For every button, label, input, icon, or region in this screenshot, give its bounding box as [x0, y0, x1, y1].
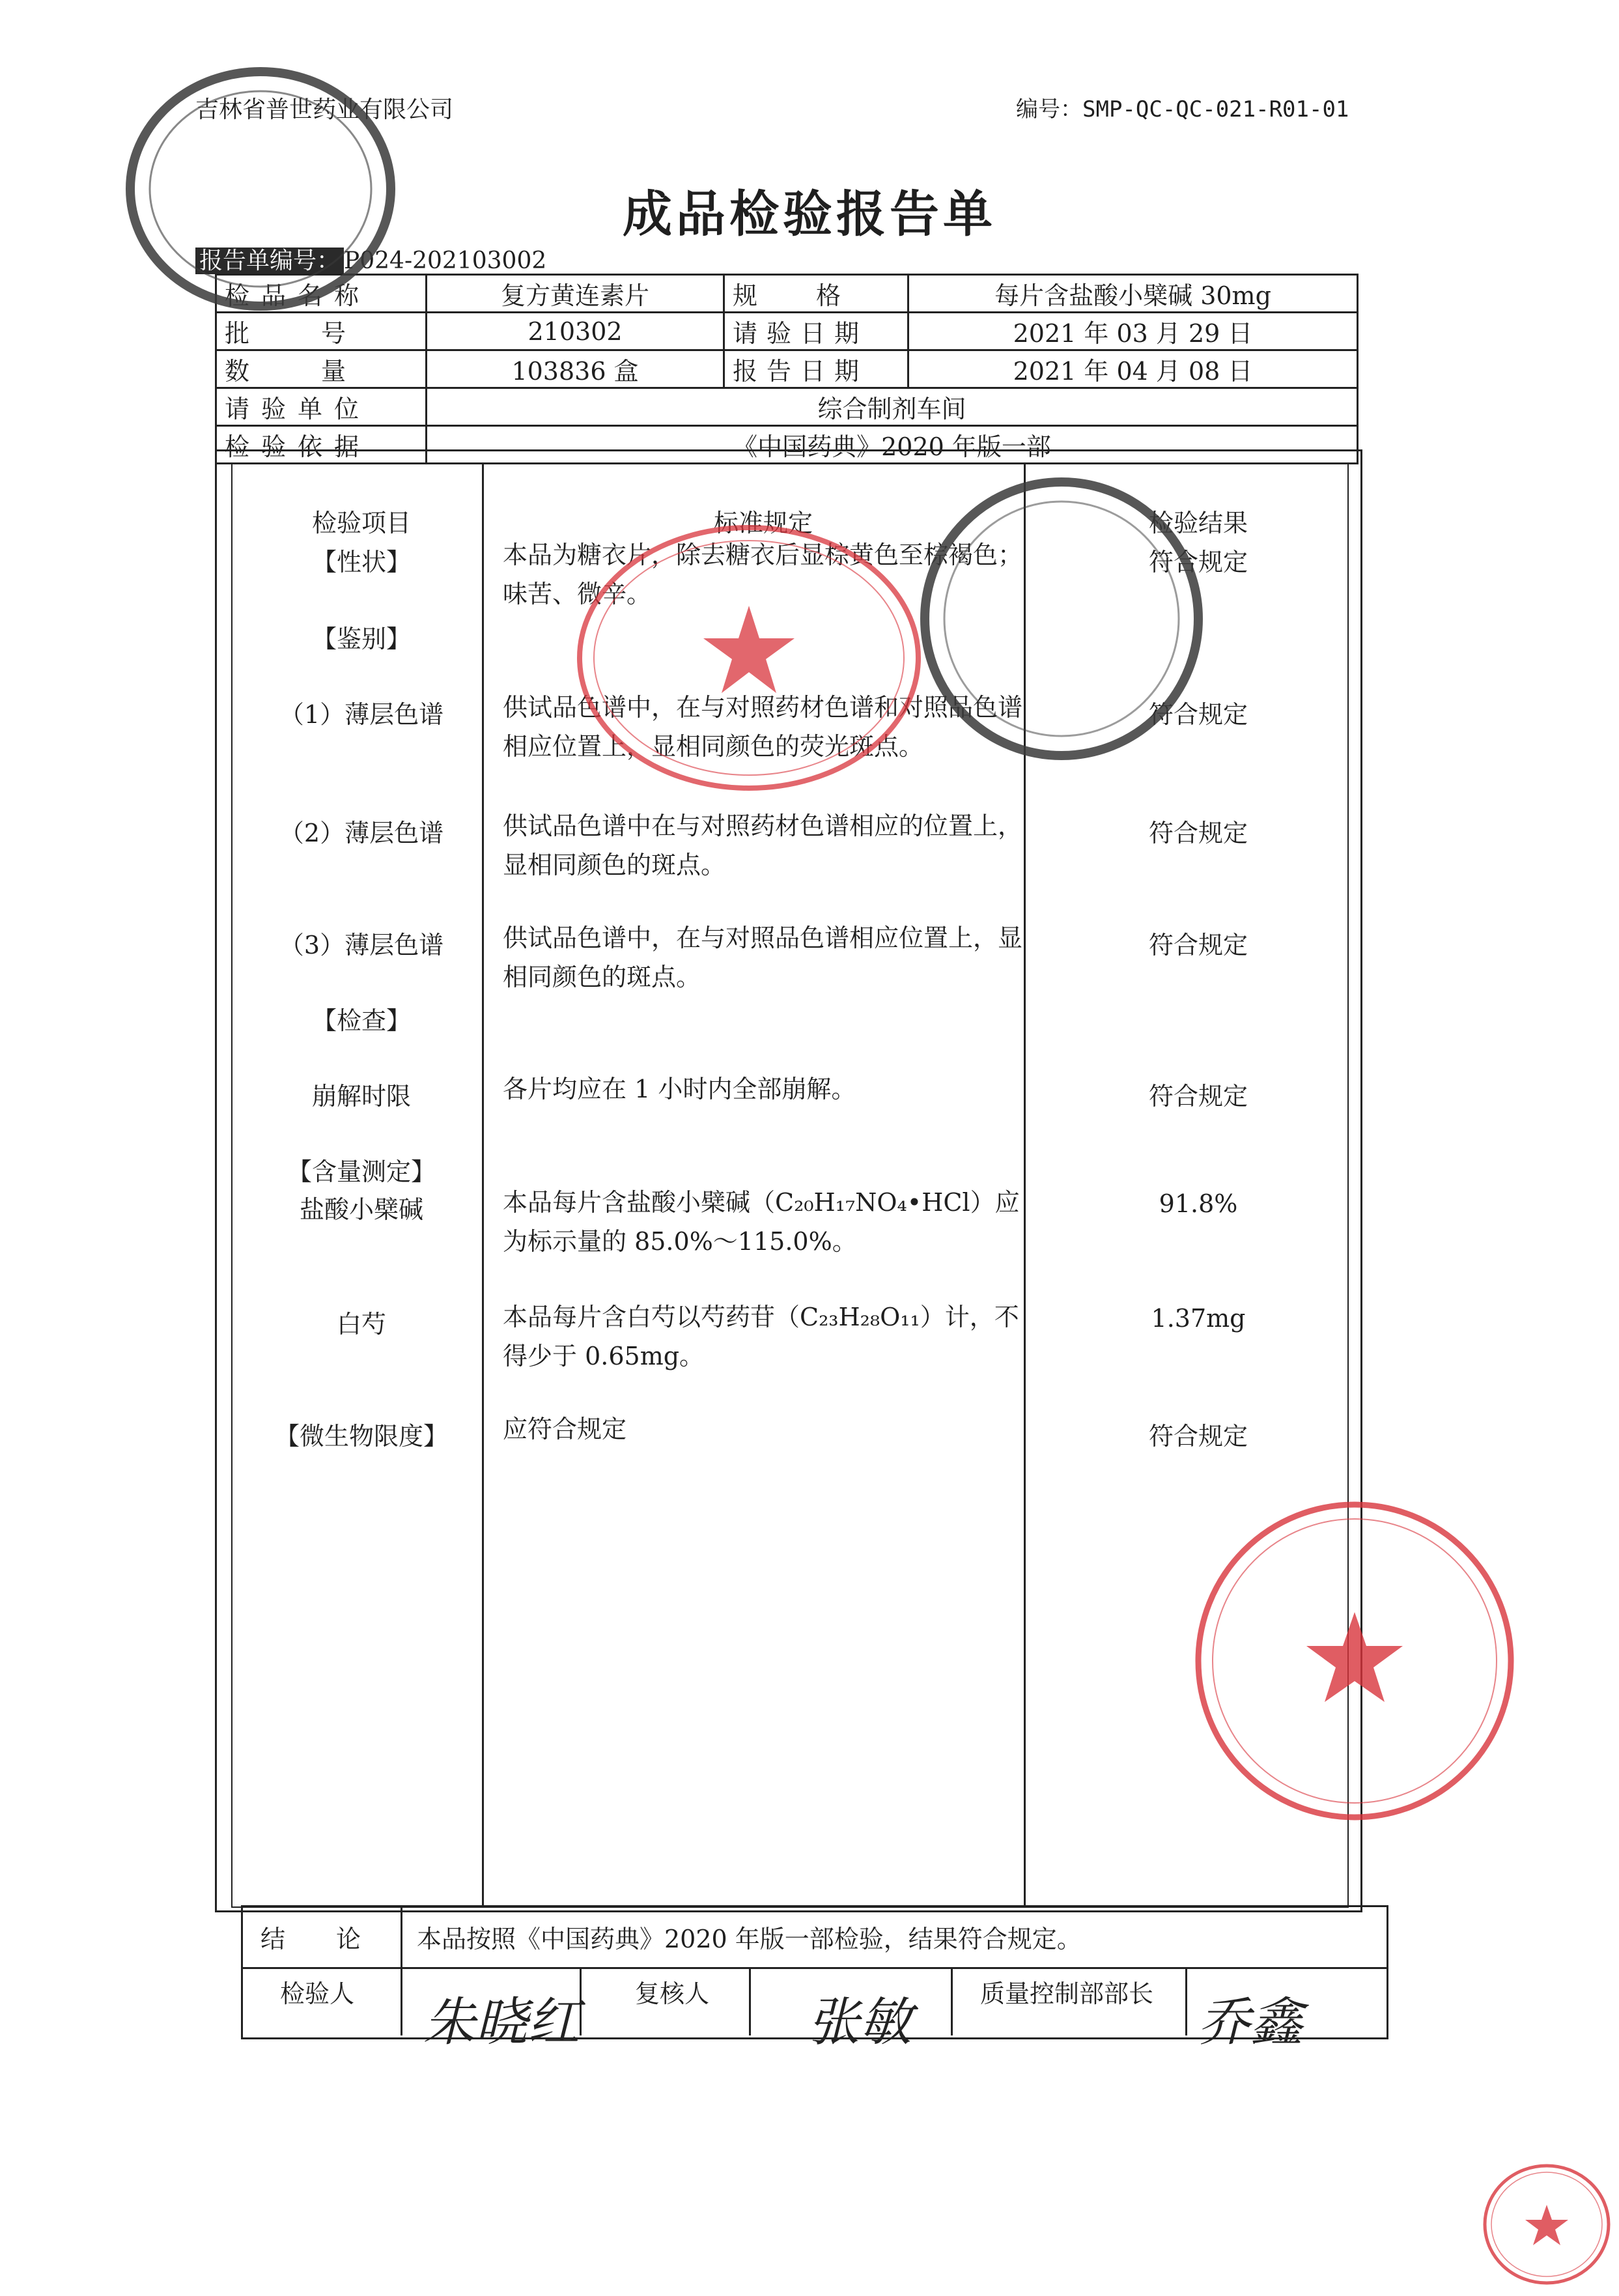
dept-label: 请验单位 [216, 388, 427, 426]
product-name-value: 复方黄连素片 [427, 275, 724, 313]
row-result: 91.8% [1159, 1189, 1238, 1218]
row-result: 符合规定 [1148, 1422, 1248, 1451]
conclusion-text: 本品按照《中国药典》2020 年版一部检验，结果符合规定。 [417, 1925, 1082, 1953]
report-date-value: 2021 年 04 月 08 日 [908, 350, 1358, 388]
manager-label: 质量控制部部长 [980, 1979, 1154, 2008]
row-result: 1.37mg [1151, 1304, 1246, 1333]
row-std: 应符合规定 [503, 1415, 627, 1443]
reviewer-signature: 张敏 [808, 1992, 912, 2052]
row-item: 崩解时限 [311, 1082, 411, 1111]
footer-col4 [951, 1967, 953, 2035]
stamp-quality-assurance [912, 469, 1211, 769]
stamp-quality-control [111, 52, 410, 326]
request-date-label: 请验日期 [724, 313, 908, 350]
row-result: 符合规定 [1148, 819, 1248, 847]
product-name-label: 检品名称 [216, 275, 427, 313]
footer-col1 [401, 1905, 402, 2035]
row-item: 【含量测定】 [287, 1157, 436, 1186]
spec-label: 规格 [724, 275, 908, 313]
page-title: 成品检验报告单 [623, 185, 996, 243]
request-date-value: 2021 年 03 月 29 日 [908, 313, 1358, 350]
row-std: 本品为糖衣片，除去糖衣后显棕黄色至棕褐色；味苦、微辛。 [503, 541, 1023, 608]
row-std: 供试品色谱中，在与对照品色谱相应位置上，显相同颜色的斑点。 [503, 924, 1023, 991]
report-date-label: 报告日期 [724, 350, 908, 388]
inspector-signature: 朱晓红 [423, 1992, 580, 2052]
conclusion-label: 结 论 [260, 1925, 374, 1953]
report-number-value: P024-202103002 [344, 248, 547, 274]
footer-col2 [580, 1967, 582, 2035]
row-std: 供试品色谱中，在与对照药材色谱和对照品色谱相应位置上，显相同颜色的荧光斑点。 [503, 693, 1023, 761]
col-result-header: 检验结果 [1148, 509, 1248, 537]
row-std: 本品每片含盐酸小檗碱（C₂₀H₁₇NO₄•HCl）应为标示量的 85.0%～115.0%。 [503, 1188, 1020, 1256]
batch-label: 批号 [216, 313, 427, 350]
quantity-value: 103836 盒 [427, 350, 724, 388]
row-item: 盐酸小檗碱 [299, 1195, 423, 1224]
footer-divider [241, 1967, 1387, 1969]
basis-label: 检验依据 [216, 426, 427, 464]
footer-col3 [749, 1967, 751, 2035]
row-item: 【鉴别】 [311, 625, 411, 653]
row-item: （3）薄层色谱 [279, 931, 444, 959]
row-item: （1）薄层色谱 [279, 700, 444, 729]
row-result: 符合规定 [1148, 1082, 1248, 1111]
spec-value: 每片含盐酸小檗碱 30mg [908, 275, 1358, 313]
row-item: 【检查】 [311, 1006, 411, 1035]
row-item: 白芍 [336, 1310, 386, 1339]
row-result: 符合规定 [1148, 700, 1248, 729]
col-std-header: 标准规定 [713, 509, 813, 537]
row-item: 【性状】 [311, 548, 411, 576]
batch-value: 210302 [427, 313, 724, 350]
dept-value: 综合制剂车间 [427, 388, 1358, 426]
company-name: 吉林省普世药业有限公司 [195, 96, 454, 123]
stamp-bottom-right [1478, 2159, 1615, 2289]
document-number: 编号：SMP-QC-QC-021-R01-01 [1016, 96, 1349, 122]
row-item: （2）薄层色谱 [279, 819, 444, 847]
reviewer-label: 复核人 [635, 1979, 710, 2008]
col-item-header: 检验项目 [311, 509, 411, 537]
quantity-label: 数量 [216, 350, 427, 388]
footer-col5 [1185, 1967, 1187, 2035]
row-result: 符合规定 [1148, 931, 1248, 959]
report-number-label: 报告单编号： [195, 248, 344, 274]
row-item: 【微生物限度】 [274, 1422, 448, 1451]
manager-signature: 乔鑫 [1198, 1992, 1302, 2052]
stamp-red-center [560, 508, 938, 808]
inspector-label: 检验人 [280, 1979, 355, 2008]
row-result: 符合规定 [1148, 548, 1248, 576]
basis-value: 《中国药典》2020 年版一部 [427, 426, 1358, 464]
row-std: 本品每片含白芍以芍药苷（C₂₃H₂₈O₁₁）计，不得少于 0.65mg。 [503, 1303, 1019, 1370]
row-std: 各片均应在 1 小时内全部崩解。 [503, 1075, 856, 1103]
row-std: 供试品色谱中在与对照药材色谱相应的位置上，显相同颜色的斑点。 [503, 812, 1023, 879]
stamp-quality-management [1185, 1492, 1524, 1830]
